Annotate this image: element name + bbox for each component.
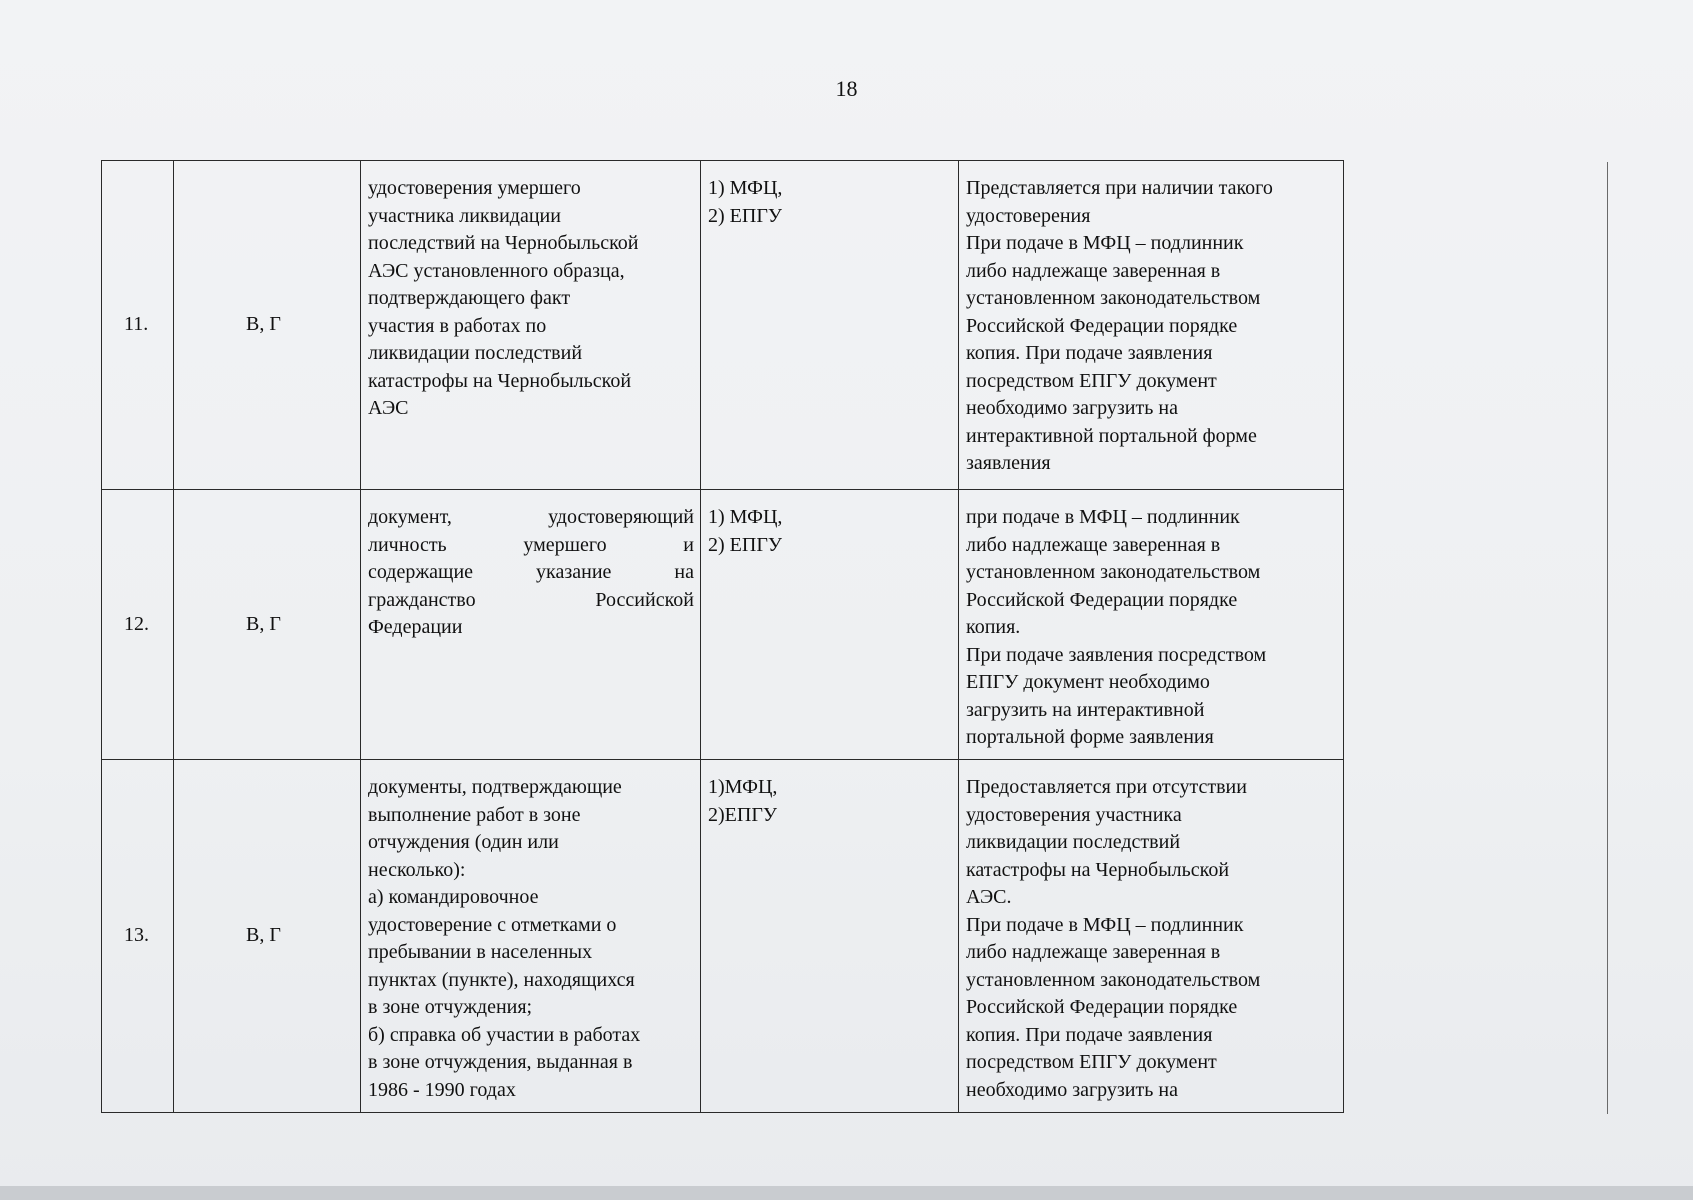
category-cell: В, Г: [174, 760, 361, 1113]
document-line: содержащие указание на: [368, 561, 694, 583]
document-line: документ, удостоверяющий: [368, 506, 694, 528]
document-text: [368, 504, 694, 642]
channels-cell: [701, 161, 959, 490]
notes-text: при подаче в МФЦ – подлинник либо надлежаще заверенная в установленном законодательством Российской Федерации порядке копия. При подаче заявления посредством ЕПГУ документ необходимо загрузить на интерактивной портальной форме заявления: [966, 506, 1267, 748]
notes-text: Предоставляется при отсутствии удостоверения участника ликвидации последствий катастрофы на Чернобыльской АЭС. При подаче в МФЦ – подлинник либо надлежаще заверенная в установленном законодательством Российской Федерации порядке копия. При подаче заявления посредством ЕПГУ документ необходимо загрузить на: [966, 776, 1261, 1101]
document-cell: [361, 161, 701, 490]
row-number: 11.: [102, 161, 174, 490]
table-row: [102, 161, 1344, 490]
row-number: 13.: [102, 760, 174, 1113]
margin-rule: [1607, 162, 1608, 1114]
table-row: [102, 760, 1344, 1113]
channels-text: 1) МФЦ, 2) ЕПГУ: [708, 506, 783, 556]
channels-cell: [701, 490, 959, 760]
document-cell: [361, 760, 701, 1113]
document-line: гражданство Российской: [368, 588, 694, 611]
document-line: Федерации: [368, 616, 463, 638]
channels-text: 1) МФЦ, 2) ЕПГУ: [708, 177, 783, 227]
category-cell: В, Г: [174, 490, 361, 760]
scan-edge: [0, 1186, 1693, 1200]
channels-text: 1)МФЦ, 2)ЕПГУ: [708, 776, 778, 826]
page-number: 18: [835, 76, 858, 101]
notes-cell: [959, 760, 1344, 1113]
category-cell: В, Г: [174, 161, 361, 490]
notes-text: Представляется при наличии такого удостоверения При подаче в МФЦ – подлинник либо надлежаще заверенная в установленном законодательством Российской Федерации порядке копия. При подаче заявления посредством ЕПГУ документ необходимо загрузить на интерактивной портальной форме заявления: [966, 177, 1273, 474]
row-number: 12.: [102, 490, 174, 760]
documents-table: [101, 160, 1344, 1113]
document-text: документы, подтверждающие выполнение работ в зоне отчуждения (один или несколько): а) командировочное удостоверение с отметками о пребывании в населенных пунктах (пункте), находящихся в зоне отчуждения; б) справка об участии в работах в зоне отчуждения, выданная в 1986 - 1990 годах: [368, 776, 641, 1101]
notes-cell: [959, 490, 1344, 760]
notes-cell: [959, 161, 1344, 490]
document-line: личность умершего и: [368, 533, 694, 556]
document-text: удостоверения умершего участника ликвидации последствий на Чернобыльской АЭС установленного образца, подтверждающего факт участия в работах по ликвидации последствий катастрофы на Чернобыльской АЭС: [368, 177, 639, 419]
channels-cell: [701, 760, 959, 1113]
document-cell: [361, 490, 701, 760]
table-row: [102, 490, 1344, 760]
